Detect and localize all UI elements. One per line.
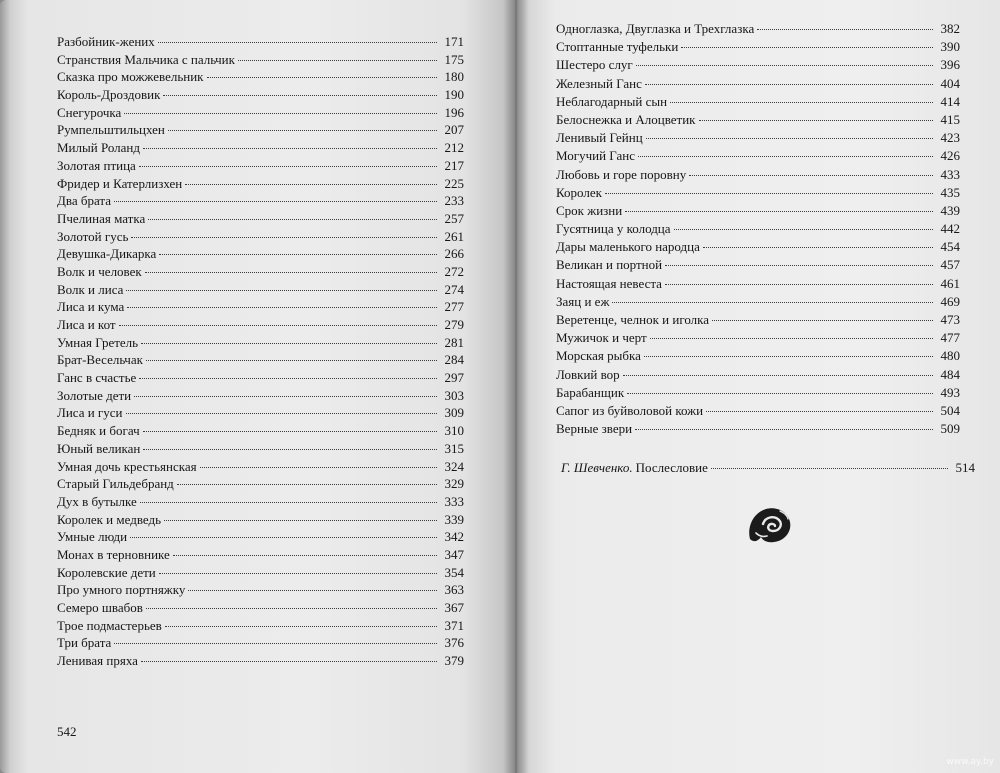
toc-entry — [556, 329, 960, 347]
toc-entry — [57, 511, 464, 529]
toc-title: Железный Ганс — [556, 75, 642, 91]
dot-leader — [689, 175, 933, 176]
toc-page-number: 457 — [940, 257, 960, 273]
toc-entry — [57, 175, 464, 193]
toc-entry — [556, 256, 960, 274]
toc-page-number: 257 — [444, 210, 464, 226]
toc-entry — [57, 334, 464, 352]
toc-entry — [556, 238, 960, 256]
toc-title: Король-Дроздовик — [57, 87, 161, 103]
toc-entry — [556, 184, 960, 202]
toc-page-number: 404 — [940, 75, 960, 91]
toc-entry — [57, 316, 464, 334]
afterword-author: Г. Шевченко. — [561, 460, 633, 475]
toc-title: Семеро швабов — [57, 600, 143, 615]
toc-title: Золотые дети — [57, 387, 132, 403]
toc-page-number: 277 — [444, 299, 464, 315]
dot-leader — [158, 42, 437, 43]
toc-title: Великан и портной — [556, 257, 663, 273]
dot-leader — [141, 661, 437, 662]
toc-page-number: 233 — [444, 193, 464, 209]
toc-page-number: 190 — [444, 87, 464, 103]
toc-page-number: 442 — [940, 221, 960, 237]
toc-title: Королек — [556, 184, 602, 200]
dot-leader — [706, 411, 933, 412]
toc-title: Снегурочка — [57, 104, 122, 120]
toc-entry — [556, 129, 960, 147]
dot-leader — [681, 47, 933, 48]
toc-page-number: 212 — [444, 140, 464, 156]
dot-leader — [114, 643, 437, 644]
toc-title: Королевские дети — [57, 564, 156, 580]
toc-title: Дух в бутылке — [57, 493, 137, 509]
toc-entry-afterword — [561, 459, 975, 477]
toc-entry — [57, 387, 464, 405]
toc-title: Волк и лиса — [57, 281, 124, 297]
toc-title: Золотой гусь — [57, 228, 129, 244]
toc-page-number: 439 — [940, 202, 960, 218]
toc-entry — [57, 121, 464, 139]
dot-leader — [165, 626, 437, 627]
toc-title: Старый Гильдебранд — [57, 476, 174, 492]
toc-title: Золотая птица — [57, 157, 136, 173]
toc-page-number: 279 — [444, 317, 464, 332]
dot-leader — [127, 307, 437, 308]
toc-title: Монах в терновнике — [57, 546, 170, 562]
toc-title: Умная дочь крестьянская — [57, 458, 197, 474]
toc-entry — [556, 166, 960, 184]
toc-page-number: 297 — [444, 370, 464, 386]
toc-page-number: 493 — [940, 384, 960, 400]
dot-leader — [119, 325, 437, 326]
toc-page-number: 433 — [940, 166, 960, 182]
toc-page-number: 171 — [444, 34, 464, 49]
toc-entry — [57, 245, 464, 263]
toc-page-number: 324 — [444, 458, 464, 474]
toc-entry — [556, 293, 960, 311]
toc-title: Барабанщик — [556, 384, 625, 400]
dot-leader — [712, 320, 933, 321]
toc-page-number: 333 — [444, 493, 464, 509]
toc-page-number: 509 — [940, 421, 960, 437]
toc-page-number: 284 — [444, 352, 464, 368]
dot-leader — [636, 65, 933, 66]
watermark: www.ay.by — [946, 757, 994, 767]
toc-title: Румпельштильцхен — [57, 122, 165, 138]
page-number: 542 — [57, 724, 77, 739]
toc-entry — [57, 369, 464, 387]
dot-leader — [605, 193, 933, 194]
toc-entry — [57, 51, 464, 69]
toc-title: Мужичок и черт — [556, 330, 647, 346]
dot-leader — [623, 375, 933, 376]
dot-leader — [612, 302, 933, 303]
toc-entry — [556, 420, 960, 438]
toc-title: Ганс в счастье — [57, 370, 137, 386]
dot-leader — [185, 184, 437, 185]
toc-entry — [57, 581, 464, 599]
toc-entry — [57, 157, 464, 175]
toc-title: Разбойник-жених — [57, 34, 155, 49]
toc-page-number: 415 — [940, 111, 960, 127]
toc-title: Веретенце, челнок и иголка — [556, 312, 710, 327]
dot-leader — [188, 590, 437, 591]
rose-vignette-icon — [744, 503, 794, 547]
toc-entry — [57, 104, 464, 122]
dot-leader — [650, 338, 933, 339]
toc-title: Любовь и горе поровну — [556, 166, 687, 182]
toc-entry — [57, 458, 464, 476]
toc-entry — [556, 111, 960, 129]
toc-page-number: 423 — [940, 130, 960, 146]
toc-title: Настоящая невеста — [556, 275, 662, 291]
dot-leader — [168, 130, 437, 131]
dot-leader — [635, 429, 933, 430]
dot-leader — [143, 449, 437, 450]
toc-entry — [556, 147, 960, 165]
toc-page-number: 339 — [444, 511, 464, 527]
toc-page-number: 390 — [940, 39, 960, 55]
toc-page-number: 309 — [444, 405, 464, 421]
dot-leader — [665, 284, 933, 285]
toc-title: Ловкий вор — [556, 366, 620, 382]
toc-title: Неблагодарный сын — [556, 93, 668, 109]
toc-entry — [556, 20, 960, 38]
toc-page-number: 477 — [940, 330, 960, 346]
toc-page-number: 354 — [444, 564, 464, 580]
dot-leader — [703, 247, 933, 248]
toc-page-number: 261 — [444, 228, 464, 244]
toc-title: Лиса и гуси — [57, 405, 123, 421]
toc-page-number: 371 — [444, 617, 464, 633]
toc-page-number: 454 — [940, 239, 960, 255]
toc-title: Морская рыбка — [556, 348, 641, 364]
toc-page-number: 367 — [444, 600, 464, 615]
dot-leader — [146, 608, 437, 609]
toc-entry — [556, 56, 960, 74]
toc-title: Три брата — [57, 635, 112, 651]
toc-entry — [57, 86, 464, 104]
afterword-title: Послесловие — [635, 460, 708, 475]
dot-leader — [139, 378, 437, 379]
toc-entry — [57, 617, 464, 635]
toc-title: Верные звери — [556, 421, 633, 437]
toc-title: Одноглазка, Двуглазка и Трехглазка — [556, 21, 755, 36]
toc-page-number: 435 — [940, 184, 960, 200]
dot-leader — [131, 237, 437, 238]
toc-page-number: 473 — [940, 312, 960, 327]
toc-page-number: 266 — [444, 246, 464, 262]
toc-title: Стоптанные туфельки — [556, 39, 679, 55]
toc-page-number: 376 — [444, 635, 464, 651]
dot-leader — [177, 484, 437, 485]
toc-entry — [556, 311, 960, 329]
dot-leader — [143, 431, 437, 432]
dot-leader — [146, 360, 437, 361]
toc-entry — [57, 652, 464, 670]
toc-title: Белоснежка и Алоцветик — [556, 111, 696, 127]
toc-title: Королек и медведь — [57, 511, 162, 527]
toc-entry — [556, 38, 960, 56]
toc-title: Заяц и еж — [556, 293, 610, 309]
toc-entry — [556, 220, 960, 238]
toc-entry — [57, 298, 464, 316]
toc-entry — [556, 366, 960, 384]
toc-entry — [57, 351, 464, 369]
toc-list-right — [556, 20, 960, 438]
dot-leader — [625, 211, 933, 212]
toc-page-number: 469 — [940, 293, 960, 309]
toc-title: Юный великан — [57, 440, 141, 456]
toc-entry — [57, 68, 464, 86]
toc-page-number: 414 — [940, 93, 960, 109]
toc-page-number: 175 — [444, 51, 464, 67]
dot-leader — [674, 229, 933, 230]
toc-title: Сказка про можжевельник — [57, 69, 204, 85]
toc-title: Бедняк и богач — [57, 423, 140, 439]
toc-page-number: 480 — [940, 348, 960, 364]
dot-leader — [711, 468, 948, 469]
dot-leader — [141, 343, 437, 344]
toc-title: Девушка-Дикарка — [57, 246, 157, 262]
dot-leader — [646, 138, 933, 139]
toc-entry — [57, 493, 464, 511]
toc-entry — [57, 599, 464, 617]
toc-page-number: 396 — [940, 57, 960, 73]
dot-leader — [645, 84, 933, 85]
toc-entry — [57, 210, 464, 228]
dot-leader — [130, 537, 437, 538]
toc-page-number: 484 — [940, 366, 960, 382]
toc-page-number: 342 — [444, 529, 464, 545]
toc-entry — [57, 263, 464, 281]
toc-title: Ленивый Гейнц — [556, 130, 643, 146]
dot-leader — [207, 77, 438, 78]
toc-page-number: 504 — [940, 402, 960, 418]
toc-title: Умные люди — [57, 529, 128, 545]
dot-leader — [699, 120, 934, 121]
toc-title: Брат-Весельчак — [57, 352, 143, 368]
dot-leader — [124, 113, 437, 114]
toc-title: Гусятница у колодца — [556, 221, 671, 237]
dot-leader — [638, 156, 933, 157]
toc-title: Два брата — [57, 193, 112, 209]
dot-leader — [159, 573, 437, 574]
toc-title: Дары маленького народца — [556, 239, 700, 255]
dot-leader — [644, 356, 933, 357]
toc-entry — [57, 546, 464, 564]
toc-entry — [556, 347, 960, 365]
toc-title: Ленивая пряха — [57, 653, 138, 669]
toc-entry — [57, 475, 464, 493]
dot-leader — [627, 393, 933, 394]
dot-leader — [164, 520, 437, 521]
toc-page-number: 281 — [444, 334, 464, 350]
toc-page-number: 217 — [444, 157, 464, 173]
toc-entry — [556, 202, 960, 220]
toc-page-number: 426 — [940, 148, 960, 164]
toc-page-number: 329 — [444, 476, 464, 492]
dot-leader — [140, 502, 437, 503]
dot-leader — [173, 555, 437, 556]
toc-page-number: 382 — [940, 21, 960, 36]
toc-entry — [556, 75, 960, 93]
toc-entry — [556, 93, 960, 111]
dot-leader — [114, 201, 437, 202]
toc-page-number: 363 — [444, 582, 464, 598]
toc-page-number: 461 — [940, 275, 960, 291]
dot-leader — [238, 60, 437, 61]
toc-entry — [556, 384, 960, 402]
toc-page-number: 274 — [444, 281, 464, 297]
toc-entry — [57, 564, 464, 582]
toc-page-number: 225 — [444, 175, 464, 191]
toc-title: Сапог из буйволовой кожи — [556, 402, 704, 418]
dot-leader — [126, 413, 438, 414]
toc-entry — [57, 281, 464, 299]
toc-page-number: 272 — [444, 263, 464, 279]
toc-entry — [57, 634, 464, 652]
toc-page-number: 310 — [444, 423, 464, 439]
toc-title: Трое подмастерьев — [57, 617, 162, 633]
dot-leader — [665, 265, 933, 266]
toc-title: Лиса и кот — [57, 317, 116, 332]
afterword-page: 514 — [955, 460, 975, 475]
toc-page-number: 196 — [444, 104, 464, 120]
toc-title: Про умного портняжку — [57, 582, 186, 598]
book-gutter — [503, 0, 529, 773]
toc-title: Милый Роланд — [57, 140, 141, 156]
toc-entry — [57, 528, 464, 546]
dot-leader — [126, 290, 437, 291]
toc-entry — [556, 275, 960, 293]
dot-leader — [200, 467, 437, 468]
toc-title: Могучий Ганс — [556, 148, 635, 164]
dot-leader — [148, 219, 437, 220]
toc-entry — [57, 404, 464, 422]
toc-title: Пчелиная матка — [57, 210, 146, 226]
dot-leader — [670, 102, 933, 103]
toc-entry — [57, 422, 464, 440]
toc-title: Странствия Мальчика с пальчик — [57, 51, 235, 67]
toc-entry — [57, 228, 464, 246]
toc-title: Лиса и кума — [57, 299, 125, 315]
toc-title: Шестеро слуг — [556, 57, 633, 73]
dot-leader — [139, 166, 437, 167]
toc-page-number: 207 — [444, 122, 464, 138]
dot-leader — [143, 148, 437, 149]
dot-leader — [134, 396, 437, 397]
toc-entry — [57, 139, 464, 157]
dot-leader — [163, 95, 437, 96]
dot-leader — [159, 254, 437, 255]
toc-title: Фридер и Катерлизхен — [57, 175, 183, 191]
toc-page-number: 180 — [444, 69, 464, 85]
toc-title: Умная Гретель — [57, 334, 139, 350]
toc-title: Волк и человек — [57, 263, 142, 279]
toc-page-number: 315 — [444, 440, 464, 456]
toc-page-number: 379 — [444, 653, 464, 669]
toc-entry — [57, 33, 464, 51]
toc-entry — [556, 402, 960, 420]
dot-leader — [757, 29, 933, 30]
toc-entry — [57, 440, 464, 458]
toc-list-left — [57, 33, 464, 670]
toc-entry — [57, 192, 464, 210]
dot-leader — [145, 272, 437, 273]
toc-page-number: 303 — [444, 387, 464, 403]
toc-page-number: 347 — [444, 546, 464, 562]
toc-title: Срок жизни — [556, 202, 623, 218]
